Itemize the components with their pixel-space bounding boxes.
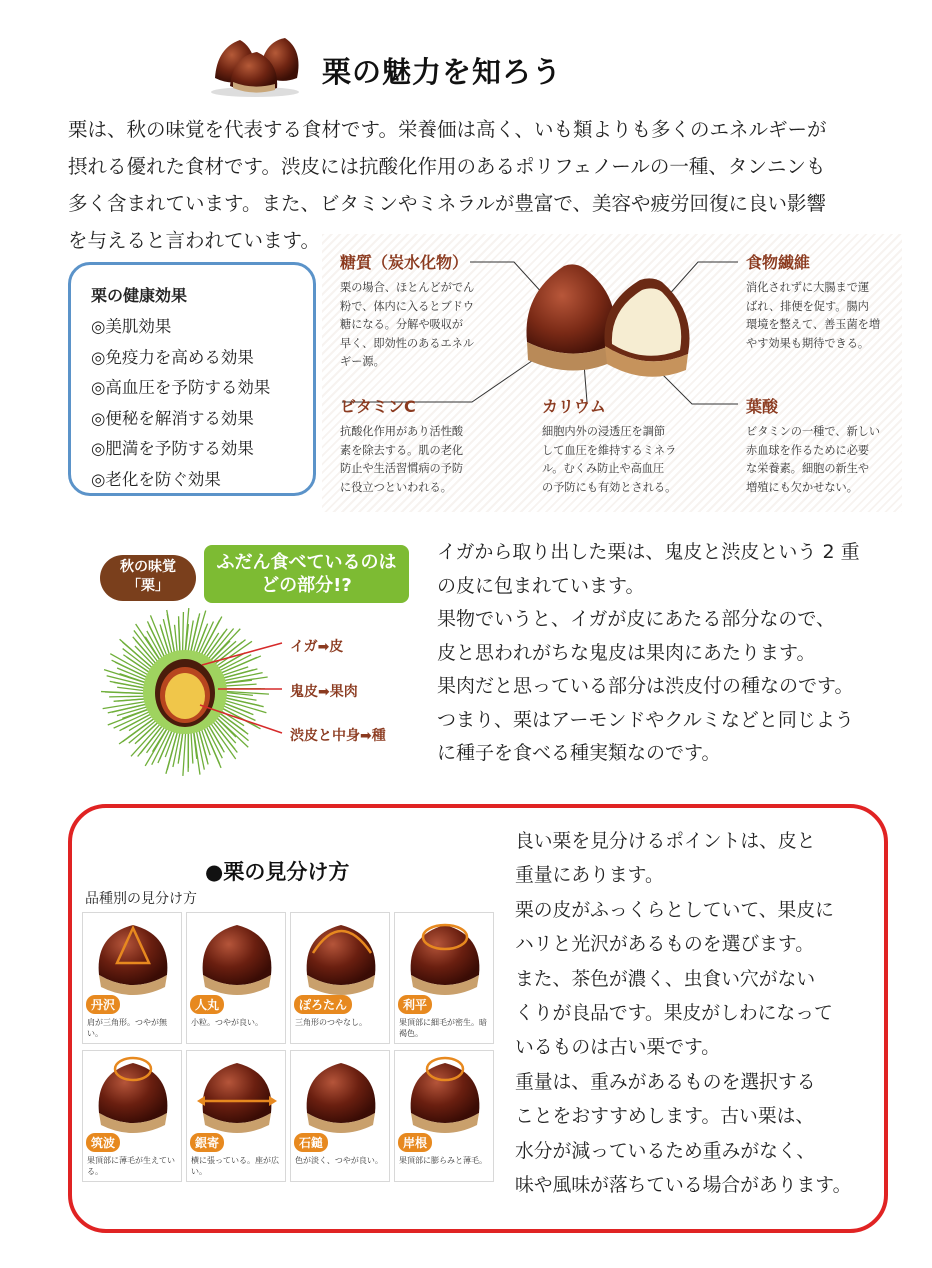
health-effects-box — [68, 262, 316, 496]
burr-label: 渋皮と中身➡種 — [290, 728, 386, 744]
text-line: いるものは古い栗です。 — [515, 1037, 721, 1059]
nutrient-carbohydrate — [340, 250, 490, 372]
nutrient-desc-line: 増殖にも欠かせない。 — [746, 480, 858, 494]
variety-name: 石鎚 — [294, 1133, 328, 1152]
nutrient-desc — [340, 279, 490, 372]
text-line: つまり、栗はアーモンドやクルミなどと同じよう — [437, 708, 854, 731]
nutrient-desc-line: 細胞内外の浸透圧を調節 — [542, 425, 666, 438]
chestnut-photo — [187, 913, 287, 995]
banner-line: どの部分!? — [261, 575, 352, 596]
health-effect-item: ◎美肌効果 — [91, 317, 172, 336]
text-line: 重量は、重みがあるものを選択する — [515, 1071, 816, 1093]
variety-name: 岸根 — [398, 1133, 432, 1152]
text-line: ことをおすすめします。古い栗は、 — [515, 1106, 815, 1128]
text-line: に種子を食べる種実類なのです。 — [437, 742, 721, 764]
burr-label: 鬼皮➡果肉 — [290, 684, 358, 700]
health-effect-item: ◎高血圧を予防する効果 — [91, 378, 271, 397]
variety-caption: 小粒。つやが良い。 — [191, 1018, 263, 1027]
nutrient-desc-line: ビタミンの一種で、新しい — [746, 425, 881, 438]
nutrient-desc-line: ギー源。 — [340, 355, 385, 368]
question-banner — [204, 545, 409, 603]
nutrient-desc-line: して血圧を維持するミネラ — [542, 443, 677, 457]
nutrient-name: 葉酸 — [746, 397, 779, 416]
text-line: 良い栗を見分けるポイントは、皮と — [515, 831, 816, 852]
pill-line: 秋の味覚 — [120, 559, 176, 575]
nutrient-name: カリウム — [542, 397, 606, 416]
variety-tile — [394, 1050, 494, 1182]
selection-title: ●栗の見分け方 — [205, 860, 350, 884]
pill-line: 「栗」 — [127, 578, 169, 594]
burr-label: イガ➡皮 — [290, 639, 344, 655]
text-line: 水分が減っているため重みがなく、 — [515, 1140, 816, 1162]
nutrient-desc-line: やす効果も期待できる。 — [746, 336, 870, 350]
variety-caption: 肩が三角形。つやが無い。 — [87, 1018, 167, 1038]
variety-grid — [82, 912, 494, 1184]
variety-caption: 果頂部に細毛が密生。暗褐色。 — [399, 1018, 487, 1038]
ellipse-marker-icon — [83, 1051, 183, 1133]
intro-line: 多く含まれています。また、ビタミンやミネラルが豊富で、美容や疲労回復に良い影響 — [68, 192, 826, 215]
variety-name: 利平 — [398, 995, 432, 1014]
nutrient-desc-line: 栗の場合、ほとんどがでん — [340, 281, 475, 294]
text-line: 果肉だと思っている部分は渋皮付の種なのです。 — [437, 675, 854, 697]
text-line: 重量にあります。 — [515, 865, 664, 887]
double-arrow-icon — [187, 1051, 287, 1133]
nutrient-desc — [542, 423, 702, 497]
nutrient-desc-line: な栄養素。細胞の新生や — [746, 462, 870, 475]
variety-tile — [82, 1050, 182, 1182]
variety-tile — [290, 1050, 390, 1182]
health-effect-item: ◎便秘を解消する効果 — [91, 408, 254, 428]
burr-spike — [182, 612, 183, 656]
nutrient-desc-line: の予防にも有効とされる。 — [542, 480, 677, 494]
nutrient-desc-line: 早く、即効性のあるエネル — [340, 336, 475, 350]
nutrient-name: ビタミンC — [340, 397, 416, 416]
nutrient-desc-line: 防止や生活習慣病の予防 — [340, 462, 464, 475]
health-effects-title: 栗の健康効果 — [91, 286, 188, 305]
ellipse-marker-icon — [395, 913, 495, 995]
nutrient-desc-line: ル。むくみ防止や高血圧 — [542, 462, 665, 475]
nutrient-desc — [746, 279, 896, 353]
nutrient-desc-line: 赤血球を作るために必要 — [746, 443, 870, 457]
health-effect-item: ◎老化を防ぐ効果 — [91, 469, 221, 489]
nutrient-desc-line: 糖になる。分解や吸収が — [340, 318, 464, 331]
variety-name: 丹沢 — [86, 995, 120, 1014]
text-line: 果物でいうと、イガが皮にあたる部分なので、 — [437, 608, 836, 630]
nutrient-desc-line: 消化されずに大腸まで運 — [746, 281, 870, 294]
intro-line: 摂れる優れた食材です。渋皮には抗酸化作用のあるポリフェノールの一種、タンニンも — [68, 155, 826, 178]
variety-tile — [186, 1050, 286, 1182]
arc-marker-icon — [291, 913, 391, 995]
nutrient-vitamin-c — [340, 394, 490, 497]
nutrient-desc-line: 環境を整えて、善玉菌を増 — [746, 318, 881, 331]
banner-line: ふだん食べているのは — [216, 552, 397, 573]
nutrient-name: 糖質（炭水化物） — [340, 253, 469, 272]
nutrient-desc-line: 粉で、体内に入るとブドウ — [340, 299, 475, 313]
nutrient-desc-line: に役立つといわれる。 — [340, 480, 452, 494]
text-line: 味や風味が落ちている場合があります。 — [515, 1175, 852, 1197]
health-effect-item: ◎肥満を予防する効果 — [91, 439, 254, 458]
intro-line: 栗は、秋の味覚を代表する食材です。栄養価は高く、いも類よりも多くのエネルギーが — [68, 118, 827, 141]
ellipse-marker-icon — [395, 1051, 495, 1133]
variety-caption: 色が淡く、つやが良い。 — [295, 1156, 383, 1165]
selection-explanation — [515, 825, 875, 1203]
chestnut-burr-illustration — [100, 605, 410, 780]
text-line: イガから取り出した栗は、鬼皮と渋皮という 2 重 — [437, 541, 860, 563]
text-line: 皮と思われがちな鬼皮は果肉にあたります。 — [437, 641, 816, 664]
variety-name: ぽろたん — [294, 995, 352, 1014]
chestnuts-icon — [205, 28, 305, 98]
variety-caption: 果頂部に膨らみと薄毛。 — [399, 1156, 487, 1165]
autumn-taste-pill — [100, 555, 196, 601]
text-line: ハリと光沢があるものを選びます。 — [515, 934, 814, 956]
variety-caption: 三角形のつやなし。 — [295, 1018, 367, 1027]
variety-tile — [186, 912, 286, 1044]
nutrient-desc — [746, 423, 896, 497]
text-line: また、茶色が濃く、虫食い穴がない — [515, 968, 816, 990]
page-title: 栗の魅力を知ろう — [322, 55, 563, 89]
variety-tile — [82, 912, 182, 1044]
nutrient-potassium — [542, 394, 702, 497]
intro-line: を与えると言われています。 — [68, 229, 320, 252]
text-line: の皮に包まれています。 — [437, 574, 645, 597]
nutrient-folate — [746, 394, 896, 497]
variety-name: 人丸 — [190, 995, 224, 1014]
variety-caption: 横に張っている。座が広い。 — [191, 1156, 279, 1176]
chestnut-photo — [291, 1051, 391, 1133]
variety-tile — [290, 912, 390, 1044]
burr-spike — [183, 728, 186, 776]
text-line: 栗の皮がふっくらとしていて、果皮に — [515, 899, 834, 921]
health-effect-item: ◎免疫力を高める効果 — [91, 347, 254, 367]
variety-name: 銀寄 — [190, 1133, 224, 1152]
nutrient-panel — [322, 234, 902, 512]
nutrient-desc-line: 素を除去する。肌の老化 — [340, 443, 464, 457]
variety-tile — [394, 912, 494, 1044]
triangle-marker-icon — [83, 913, 183, 995]
variety-subtitle: 品種別の見分け方 — [85, 891, 197, 907]
nutrient-desc-line: 抗酸化作用があり活性酸 — [340, 425, 464, 438]
nutrient-fiber — [746, 250, 896, 353]
variety-caption: 果頂部に薄毛が生えている。 — [87, 1156, 175, 1176]
nutrient-desc — [340, 423, 490, 497]
structure-explanation — [437, 536, 897, 771]
nutrient-name: 食物繊維 — [746, 253, 811, 272]
variety-name: 筑波 — [86, 1133, 120, 1152]
text-line: くりが良品です。果皮がしわになって — [515, 1003, 833, 1025]
nutrient-desc-line: ばれ、排便を促す。腸内 — [746, 299, 869, 313]
